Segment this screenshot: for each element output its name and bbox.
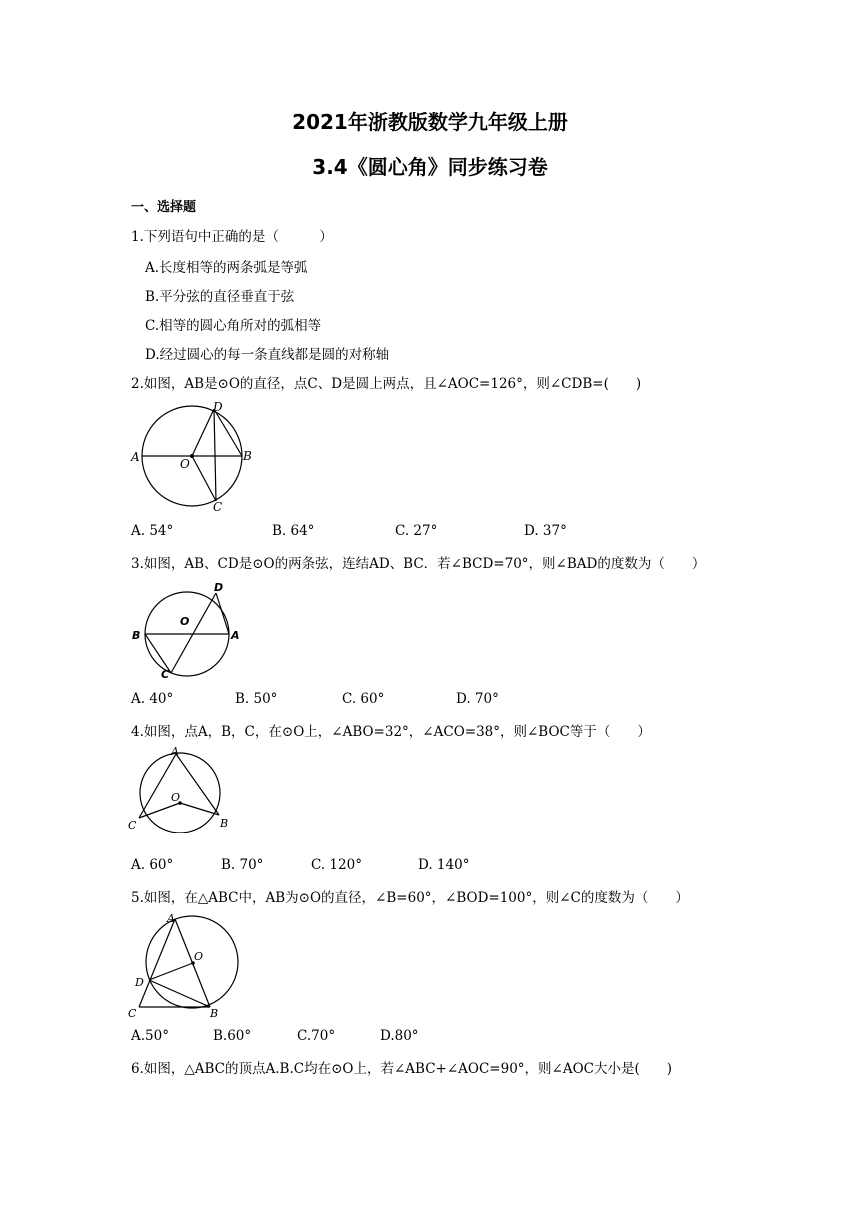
q5-label-b: B	[210, 1007, 219, 1020]
question-6-stem: 6.如图，△ABC的顶点A.B.C均在⊙O上，若∠ABC+∠AOC=90°，则∠AOC大小是( )	[131, 1061, 673, 1077]
question-4-stem: 4.如图，点A，B，C，在⊙O上，∠ABO=32°，∠ACO=38°，则∠BOC等于（ ）	[131, 724, 651, 740]
q4-line-ac	[139, 754, 176, 818]
question-1-option-c: C.相等的圆心角所对的弧相等	[145, 318, 322, 334]
page-title: 2021年浙教版数学九年级上册	[292, 110, 568, 134]
q4-label-a: A	[171, 745, 179, 758]
q4-label-b: B	[220, 817, 229, 830]
q2-line-oc	[192, 456, 216, 501]
q5-label-o: O	[194, 950, 204, 963]
q2-line-od	[192, 409, 214, 456]
q4-line-ob	[180, 803, 219, 815]
question-1-option-d: D.经过圆心的每一条直线都是圆的对称轴	[145, 347, 390, 363]
q2-label-a: A	[131, 450, 140, 464]
q2-label-b: B	[243, 449, 252, 463]
question-4-figure	[126, 745, 238, 833]
q3-label-a: A	[231, 629, 240, 642]
question-2-option-a: A. 54°	[131, 523, 174, 539]
q5-label-d: D	[135, 976, 144, 989]
question-5-stem: 5.如图，在△ABC中，AB为⊙O的直径，∠B=60°，∠BOD=100°，则∠C的度数为（ ）	[131, 890, 689, 906]
q2-label-c: C	[213, 500, 223, 514]
question-1-stem: 1.下列语句中正确的是（ ）	[131, 229, 333, 245]
question-1-option-b: B.平分弦的直径垂直于弦	[145, 289, 295, 305]
question-3-option-d: D. 70°	[456, 691, 499, 707]
q2-label-d: D	[213, 400, 223, 414]
question-2-stem: 2.如图，AB是⊙O的直径，点C、D是圆上两点，且∠AOC=126°，则∠CDB=( )	[131, 376, 642, 392]
question-1-option-a: A.长度相等的两条弧是等弧	[145, 260, 308, 276]
q5-label-c: C	[128, 1007, 137, 1020]
q2-center-point	[190, 454, 194, 458]
q4-label-o: O	[171, 791, 181, 804]
q3-label-o: O	[180, 615, 190, 628]
question-4-option-a: A. 60°	[131, 857, 174, 873]
question-5-option-b: B.60°	[213, 1028, 252, 1044]
question-3-figure	[128, 578, 248, 682]
q4-line-ab	[176, 754, 219, 815]
q4-line-oc	[139, 803, 180, 818]
q3-chord-ad	[216, 593, 229, 634]
question-2-option-c: C. 27°	[395, 523, 438, 539]
question-5-option-a: A.50°	[131, 1028, 169, 1044]
q2-label-o: O	[180, 457, 190, 471]
question-2-figure	[128, 398, 268, 514]
question-4-option-d: D. 140°	[418, 857, 470, 873]
question-3-option-a: A. 40°	[131, 691, 174, 707]
q5-label-a: A	[167, 912, 175, 925]
q3-label-d: D	[214, 581, 224, 594]
question-3-option-b: B. 50°	[235, 691, 278, 707]
question-5-option-c: C.70°	[297, 1028, 336, 1044]
question-2-option-d: D. 37°	[524, 523, 567, 539]
question-2-option-b: B. 64°	[272, 523, 315, 539]
q4-label-c: C	[128, 819, 137, 832]
question-3-option-c: C. 60°	[342, 691, 385, 707]
question-3-stem: 3.如图，AB、CD是⊙O的两条弦，连结AD、BC．若∠BCD=70°，则∠BAD的度数为（ ）	[131, 556, 706, 572]
question-5-option-d: D.80°	[380, 1028, 419, 1044]
question-4-option-b: B. 70°	[221, 857, 264, 873]
q2-line-db	[214, 409, 242, 456]
q3-chord-cd	[171, 593, 216, 673]
question-5-figure	[124, 911, 244, 1021]
page-subtitle: 3.4《圆心角》同步练习卷	[312, 155, 548, 179]
section-heading: 一、选择题	[131, 200, 197, 215]
q3-label-c: C	[161, 668, 170, 681]
q2-line-dc	[214, 409, 216, 501]
question-4-option-c: C. 120°	[311, 857, 362, 873]
q3-label-b: B	[132, 629, 141, 642]
